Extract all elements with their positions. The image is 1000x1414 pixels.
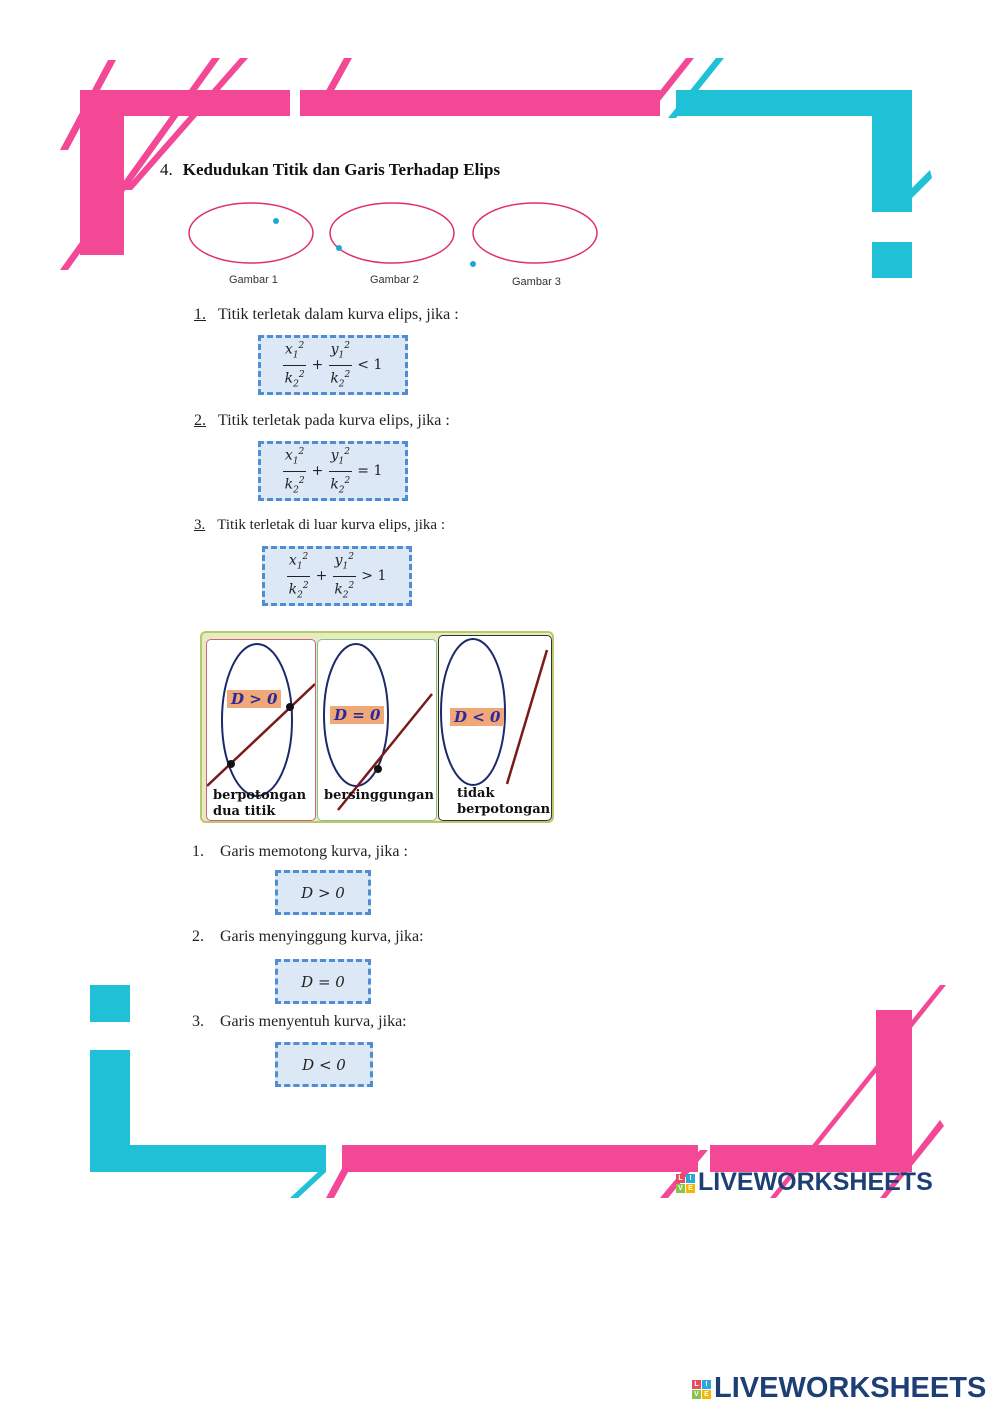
item-text: Titik terletak dalam kurva elips, jika : — [218, 306, 459, 323]
section-heading — [160, 160, 500, 180]
line-condition-3 — [192, 1013, 407, 1031]
item-number: 1. — [192, 843, 204, 860]
formula-on[interactable]: $\frac{x_1^2}{k_2^2}$ + $\frac{y_1^2}{k_2^2}$ = 1 — [258, 441, 408, 501]
panel-caption-2: bersinggungan — [324, 788, 434, 803]
item-text: Titik terletak di luar kurva elips, jika : — [217, 517, 445, 533]
brand-logo-footer[interactable] — [692, 1372, 986, 1405]
answer-box-3[interactable]: D < 0 — [275, 1042, 373, 1087]
item-number: 3. — [192, 1013, 204, 1030]
item-number: 2. — [194, 412, 206, 429]
point-condition-3 — [194, 517, 445, 534]
ellipse-gambar-3 — [473, 203, 597, 263]
formula-relation: < 1 — [357, 357, 383, 373]
section-title: Kedudukan Titik dan Garis Terhadap Elips — [182, 160, 501, 179]
answer-box-2[interactable]: D = 0 — [275, 959, 371, 1004]
panel-tangent — [317, 639, 437, 821]
point-outside — [470, 261, 476, 267]
formula-relation: = 1 — [357, 463, 383, 479]
d-label-zero: D = 0 — [330, 706, 384, 724]
panel-caption-3: tidak berpotongan — [457, 786, 551, 817]
ellipse-gambar-1 — [189, 203, 313, 263]
panel-caption-1: berpotongan dua titik — [213, 788, 307, 819]
item-number: 3. — [194, 517, 206, 533]
brand-name: LIVEWORKSHEETS — [714, 1372, 987, 1404]
panel-no-intersect — [438, 635, 552, 821]
formula-relation: > 1 — [361, 568, 387, 584]
line-condition-1 — [192, 843, 408, 861]
answer-box-1[interactable]: D > 0 — [275, 870, 371, 915]
brand-mark-icon: L I V E — [676, 1174, 695, 1193]
caption-gambar-3: Gambar 3 — [512, 276, 561, 288]
caption-gambar-1: Gambar 1 — [229, 274, 278, 286]
ellipse-gambar-2 — [330, 203, 454, 263]
brand-mark-icon: L I V E — [692, 1380, 711, 1399]
point-on-curve — [336, 245, 342, 251]
panel-intersect — [206, 639, 316, 821]
formula-outside[interactable]: $\frac{x_1^2}{k_2^2}$ + $\frac{y_1^2}{k_2^2}$ > 1 — [262, 546, 412, 606]
formula-inside[interactable]: $\frac{x_1^2}{k_2^2}$ + $\frac{y_1^2}{k_2^2}$ < 1 — [258, 335, 408, 395]
section-number: 4. — [160, 160, 173, 179]
item-text: Titik terletak pada kurva elips, jika : — [218, 412, 450, 429]
item-number: 2. — [192, 928, 204, 945]
point-inside — [273, 218, 279, 224]
line-ellipse-diagram — [200, 631, 554, 823]
d-label-positive: D > 0 — [227, 690, 281, 708]
item-text: Garis memotong kurva, jika : — [220, 843, 408, 860]
point-condition-2 — [194, 412, 450, 430]
point-condition-1 — [194, 306, 459, 324]
item-text: Garis menyinggung kurva, jika: — [220, 928, 424, 945]
item-number: 1. — [194, 306, 206, 323]
brand-logo-frame — [676, 1168, 933, 1197]
d-label-negative: D < 0 — [450, 708, 504, 726]
brand-name: LIVEWORKSHEETS — [698, 1168, 933, 1196]
line-condition-2 — [192, 928, 424, 946]
item-text: Garis menyentuh kurva, jika: — [220, 1013, 407, 1030]
caption-gambar-2: Gambar 2 — [370, 274, 419, 286]
